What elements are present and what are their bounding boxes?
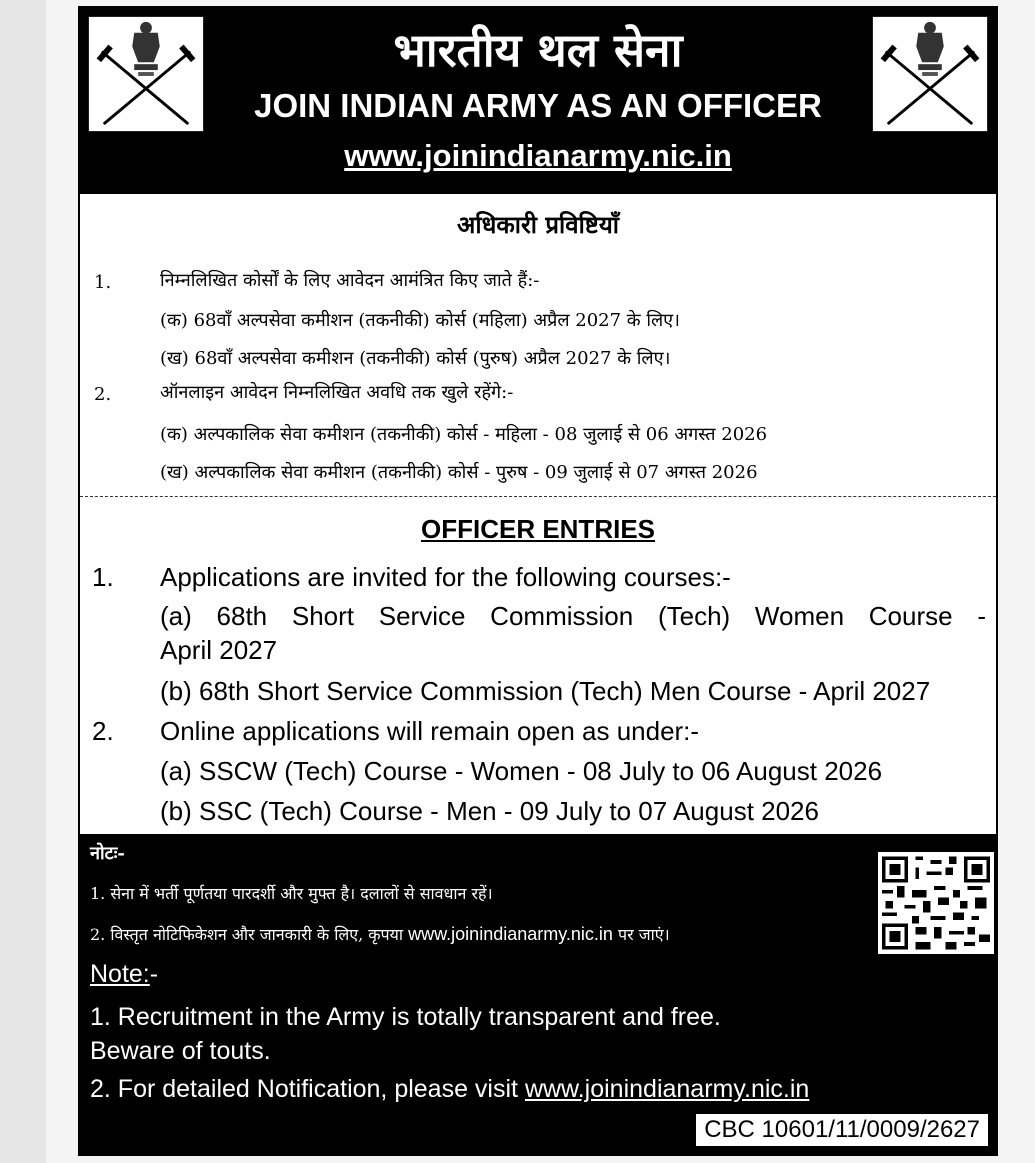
list-item: ऑनलाइन आवेदन निम्नलिखित अवधि तक खुले रहेंगे:- bbox=[160, 382, 514, 403]
title-english: JOIN INDIAN ARMY AS AN OFFICER bbox=[254, 87, 822, 124]
list-subitem: (क) 68वाँ अल्पसेवा कमीशन (तकनीकी) कोर्स (महिला) अप्रैल 2027 के लिए। bbox=[160, 310, 680, 331]
notes-footer bbox=[80, 834, 996, 1154]
list-subitem: (a) SSCW (Tech) Course - Women - 08 July to 06 August 2026 bbox=[160, 756, 883, 786]
note-label: Note: bbox=[90, 960, 150, 988]
list-number: 2. bbox=[94, 384, 112, 405]
list-subitem: (b) SSC (Tech) Course - Men - 09 July to 07 August 2026 bbox=[160, 796, 819, 826]
section-divider bbox=[80, 496, 996, 497]
list-number: 2. bbox=[92, 716, 114, 746]
qr-code-icon bbox=[878, 852, 994, 954]
list-item: Online applications will remain open as under:- bbox=[160, 716, 700, 746]
hindi-note-2-text: 2. विस्तृत नोटिफिकेशन और जानकारी के लिए, कृपया bbox=[90, 925, 409, 944]
list-subitem: (ख) अल्पकालिक सेवा कमीशन (तकनीकी) कोर्स - पुरुष - 09 जुलाई से 07 अगस्त 2026 bbox=[160, 462, 758, 483]
hindi-note-2-suffix: पर जाएं। bbox=[612, 925, 670, 944]
website-link[interactable]: www.joinindianarmy.nic.in bbox=[344, 138, 732, 173]
note-1-line-1: 1. Recruitment in the Army is totally transparent and free. bbox=[90, 1003, 721, 1031]
note-heading bbox=[90, 958, 158, 990]
list-item: Applications are invited for the following courses:- bbox=[160, 562, 731, 592]
note-1-line-2: Beware of touts. bbox=[90, 1037, 271, 1065]
list-item: निम्नलिखित कोर्सों के लिए आवेदन आमंत्रित किए जाते हैं:- bbox=[160, 270, 540, 291]
note-2-link[interactable]: www.joinindianarmy.nic.in bbox=[524, 1075, 810, 1103]
hindi-note-2-link[interactable]: www.joinindianarmy.nic.in bbox=[408, 924, 613, 944]
hindi-note-1: 1. सेना में भर्ती पूर्णतया पारदर्शी और मुफ्त है। दलालों से सावधान रहें। bbox=[90, 884, 493, 903]
hindi-section-title: अधिकारी प्रविष्टियाँ bbox=[457, 210, 619, 239]
note-2 bbox=[90, 1072, 809, 1106]
hindi-note-2 bbox=[90, 920, 670, 949]
list-subitem: (a) 68th Short Service Commission (Tech) Women Course - bbox=[160, 601, 986, 631]
advertisement bbox=[78, 6, 998, 1156]
note-2-text: 2. For detailed Notification, please visit bbox=[90, 1075, 525, 1103]
list-subitem-continued: April 2027 bbox=[160, 635, 278, 665]
list-number: 1. bbox=[94, 272, 112, 293]
cbc-code-badge: CBC 10601/11/0009/2627 bbox=[694, 1112, 990, 1148]
list-subitem: (b) 68th Short Service Commission (Tech) Men Course - April 2027 bbox=[160, 676, 931, 706]
note-label-suffix: - bbox=[149, 960, 159, 988]
english-section-title: OFFICER ENTRIES bbox=[420, 514, 655, 544]
title-hindi: भारतीय थल सेना bbox=[393, 23, 683, 77]
hindi-note-label: नोटः- bbox=[90, 843, 125, 864]
page-margin bbox=[0, 0, 46, 1163]
list-number: 1. bbox=[92, 562, 114, 592]
list-subitem: (ख) 68वाँ अल्पसेवा कमीशन (तकनीकी) कोर्स (पुरुष) अप्रैल 2027 के लिए। bbox=[160, 348, 671, 369]
header-banner bbox=[80, 8, 996, 194]
list-subitem: (क) अल्पकालिक सेवा कमीशन (तकनीकी) कोर्स - महिला - 08 जुलाई से 06 अगस्त 2026 bbox=[160, 424, 768, 445]
